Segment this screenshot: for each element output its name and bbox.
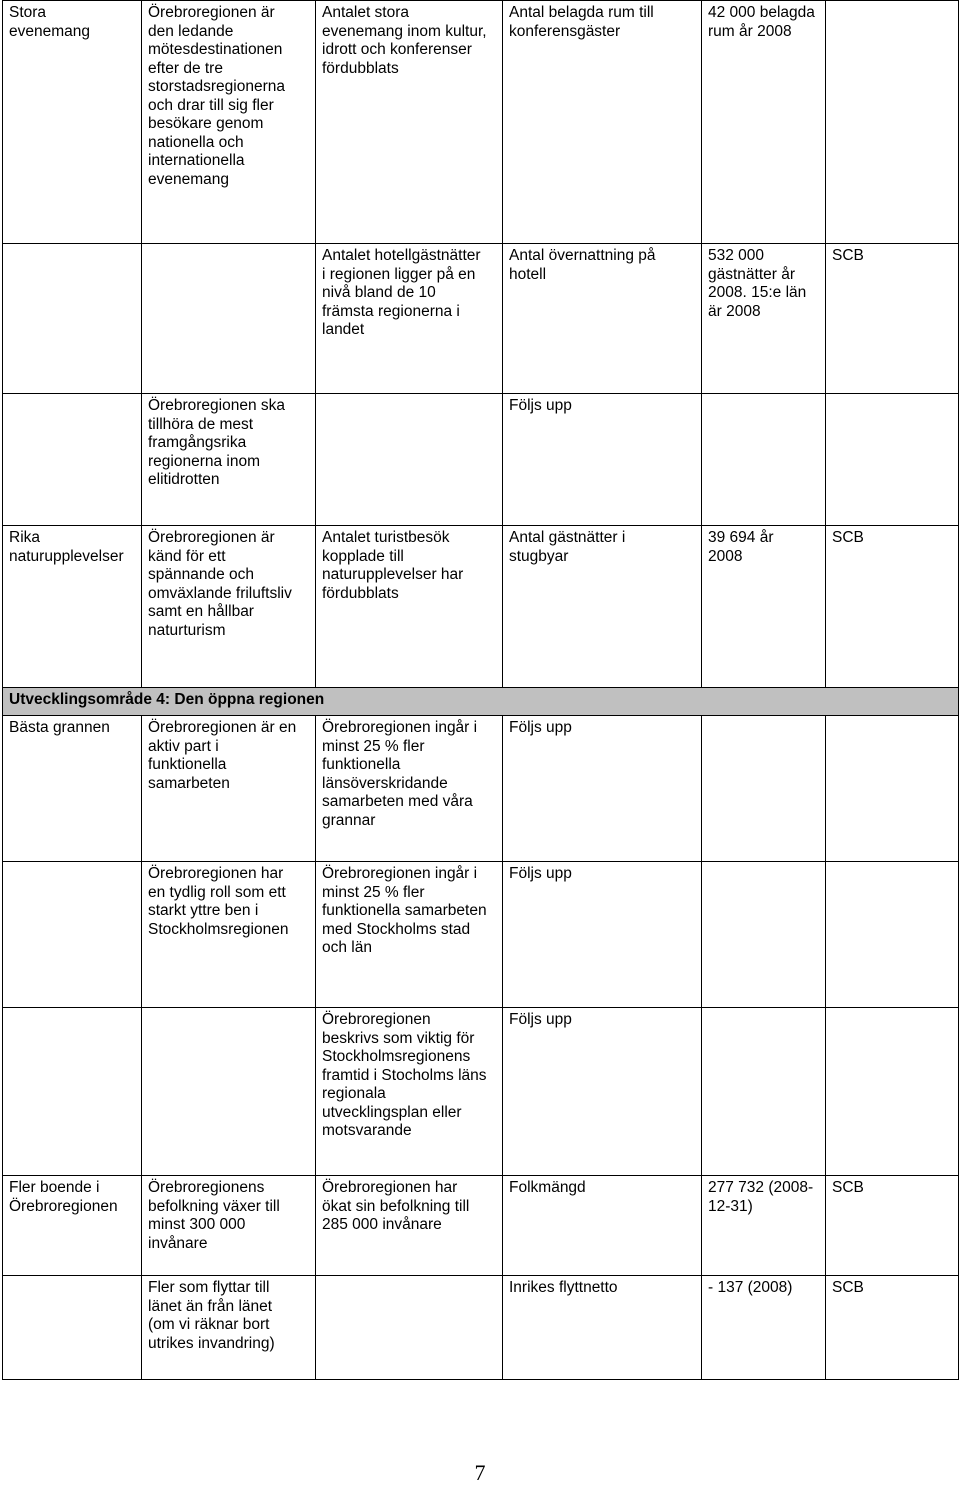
indicator-cell: Följs upp <box>503 716 702 862</box>
value-cell <box>702 394 826 526</box>
target-cell: Örebroregionen ingår i minst 25 % fler funktionella samarbeten med Stockholms stad och län <box>316 862 503 1008</box>
indicator-table <box>2 0 959 1380</box>
area-cell: Stora evenemang <box>3 1 142 244</box>
value-cell: 42 000 belagda rum år 2008 <box>702 1 826 244</box>
target-cell: Örebroregionen ingår i minst 25 % fler funktionella länsöverskridande samarbeten med våra grannar <box>316 716 503 862</box>
indicator-cell: Folkmängd <box>503 1176 702 1276</box>
source-cell <box>826 1008 959 1176</box>
value-cell: 277 732 (2008- 12-31) <box>702 1176 826 1276</box>
area-cell <box>3 1276 142 1380</box>
source-cell <box>826 862 959 1008</box>
area-cell: Rika naturupplevelser <box>3 526 142 688</box>
indicator-cell: Antal belagda rum till konferensgäster <box>503 1 702 244</box>
table-row <box>3 1176 959 1276</box>
area-cell <box>3 862 142 1008</box>
area-cell <box>3 1008 142 1176</box>
source-cell <box>826 1 959 244</box>
value-cell: 39 694 år 2008 <box>702 526 826 688</box>
target-cell: Örebroregionen beskrivs som viktig för Stockholmsregionens framtid i Stocholms läns regionala utvecklingsplan eller motsvarande <box>316 1008 503 1176</box>
indicator-cell: Följs upp <box>503 1008 702 1176</box>
table-row <box>3 1276 959 1380</box>
goal-cell: Örebroregionens befolkning växer till minst 300 000 invånare <box>142 1176 316 1276</box>
target-cell: Antalet turistbesök kopplade till naturupplevelser har fördubblats <box>316 526 503 688</box>
area-cell <box>3 394 142 526</box>
section-header-row <box>3 688 959 716</box>
indicator-cell: Följs upp <box>503 862 702 1008</box>
goal-cell: Örebroregionen ska tillhöra de mest framgångsrika regionerna inom elitidrotten <box>142 394 316 526</box>
area-cell <box>3 244 142 394</box>
table-row <box>3 716 959 862</box>
goal-cell: Örebroregionen är den ledande mötesdestinationen efter de tre storstadsregionerna och drar till sig fler besökare genom nationella och internationella evenemang <box>142 1 316 244</box>
value-cell <box>702 862 826 1008</box>
source-cell: SCB <box>826 244 959 394</box>
source-cell: SCB <box>826 1276 959 1380</box>
indicator-cell: Inrikes flyttnetto <box>503 1276 702 1380</box>
indicator-cell: Följs upp <box>503 394 702 526</box>
table-row <box>3 1008 959 1176</box>
goal-cell: Örebroregionen är en aktiv part i funktionella samarbeten <box>142 716 316 862</box>
table-row <box>3 1 959 244</box>
goal-cell: Fler som flyttar till länet än från länet (om vi räknar bort utrikes invandring) <box>142 1276 316 1380</box>
goal-cell <box>142 244 316 394</box>
goal-cell <box>142 1008 316 1176</box>
value-cell: - 137 (2008) <box>702 1276 826 1380</box>
table-row <box>3 244 959 394</box>
goal-cell: Örebroregionen har en tydlig roll som ett starkt yttre ben i Stockholmsregionen <box>142 862 316 1008</box>
area-cell: Fler boende i Örebroregionen <box>3 1176 142 1276</box>
source-cell: SCB <box>826 526 959 688</box>
target-cell <box>316 394 503 526</box>
indicator-cell: Antal gästnätter i stugbyar <box>503 526 702 688</box>
page-number: 7 <box>474 1460 486 1485</box>
table-row <box>3 526 959 688</box>
source-cell: SCB <box>826 1176 959 1276</box>
target-cell: Antalet hotellgästnätter i regionen ligger på en nivå bland de 10 främsta regionerna i landet <box>316 244 503 394</box>
source-cell <box>826 716 959 862</box>
area-cell: Bästa grannen <box>3 716 142 862</box>
indicator-cell: Antal övernattning på hotell <box>503 244 702 394</box>
table-row <box>3 394 959 526</box>
value-cell <box>702 1008 826 1176</box>
section-heading: Utvecklingsområde 4: Den öppna regionen <box>3 688 959 716</box>
value-cell <box>702 716 826 862</box>
target-cell: Örebroregionen har ökat sin befolkning till 285 000 invånare <box>316 1176 503 1276</box>
target-cell <box>316 1276 503 1380</box>
value-cell: 532 000 gästnätter år 2008. 15:e län är 2008 <box>702 244 826 394</box>
goal-cell: Örebroregionen är känd för ett spännande och omväxlande friluftsliv samt en hållbar naturturism <box>142 526 316 688</box>
target-cell: Antalet stora evenemang inom kultur, idrott och konferenser fördubblats <box>316 1 503 244</box>
table-row <box>3 862 959 1008</box>
table-body <box>3 1 959 1380</box>
source-cell <box>826 394 959 526</box>
